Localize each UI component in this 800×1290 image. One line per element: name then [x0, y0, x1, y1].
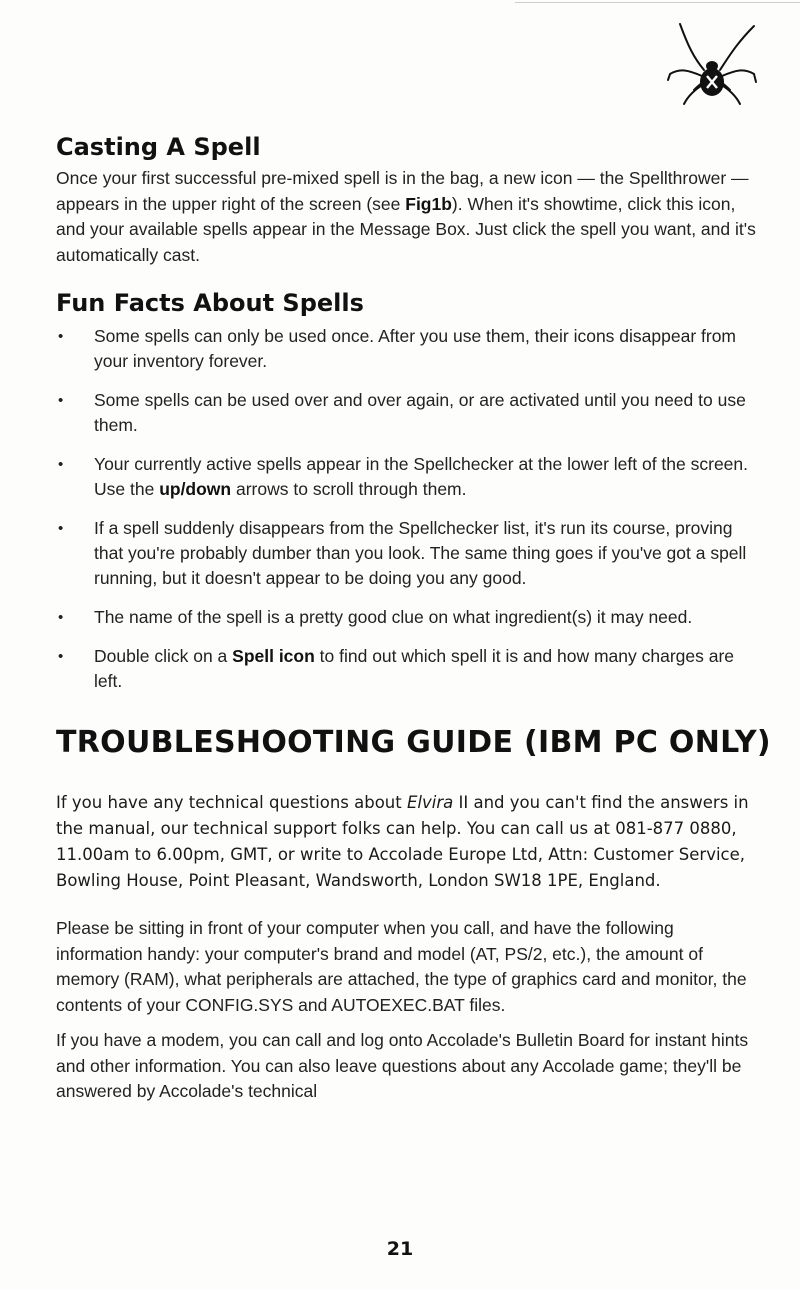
list-item-bold: Spell icon: [232, 646, 315, 666]
facts-heading: Fun Facts About Spells: [56, 289, 364, 317]
list-item: [56, 516, 756, 591]
list-item-text: Some spells can be used over and over again, or are activated until you need to use them.: [94, 390, 746, 435]
game-title: Elvira: [406, 793, 454, 812]
facts-list: [56, 324, 756, 694]
figure-reference: Fig1b: [405, 193, 452, 214]
list-item: [56, 324, 756, 374]
bullet: •: [58, 328, 64, 345]
bullet: •: [58, 456, 64, 473]
list-item-text: If a spell suddenly disappears from the Spellchecker list, it's run its course, proving that you're probably dumber than you look. The same thing goes if you've got a spell running, but it doesn't appear to be doing you any good.: [94, 518, 747, 588]
bullet: •: [58, 520, 64, 537]
bullet: •: [58, 392, 64, 409]
page-content: [56, 132, 771, 1105]
list-item: [56, 644, 756, 694]
casting-text-before: Once your first successful pre-mixed spell is in the bag, a new icon — the Spellthrower — appears in the upper right of the screen (see: [56, 168, 749, 214]
spider-icon: [666, 18, 758, 106]
list-item-before: Double click on a: [94, 646, 233, 666]
casting-paragraph: [56, 166, 756, 268]
support-text-before: If you have any technical questions about: [56, 793, 407, 812]
page-number: 21: [386, 1238, 414, 1260]
call-info-paragraph: Please be sitting in front of your computer when you call, and have the following information handy: your computer's brand and model (AT, PS/2, etc.), the amount of memory (RAM), what peripherals are attached, the type of graphics card and monitor, the contents of your CONFIG.SYS and AUTOEXEC.BAT files.: [56, 918, 747, 1015]
support-text-after: II and you can't find the answers in the manual, our technical support folks can help. You can call us at 081-877 0880, 11.00am to 6.00pm, GMT, or write to Accolade Europe Ltd, Attn: Customer Service, Bowling House, Point Pleasant, Wandsworth, London SW18 1PE, England.: [56, 793, 749, 890]
list-item-bold: up/down: [159, 479, 232, 499]
list-item-before: Your currently active spells appear in the Spellchecker at the lower left of the screen. Use the: [94, 454, 749, 499]
list-item: [56, 452, 756, 502]
support-paragraph: [56, 790, 756, 894]
list-item-text: The name of the spell is a pretty good clue on what ingredient(s) it may need.: [94, 607, 693, 627]
list-item-text: Some spells can only be used once. After you use them, their icons disappear from your inventory forever.: [94, 326, 737, 371]
list-item-after: arrows to scroll through them.: [231, 479, 467, 499]
list-item: [56, 605, 756, 630]
top-rule: [515, 2, 800, 3]
list-item: [56, 388, 756, 438]
bullet: •: [58, 609, 64, 626]
casting-text-after: ). When it's showtime, click this icon, and your available spells appear in the Message Box. Just click the spell you want, and it's automatically cast.: [56, 193, 756, 265]
list-item-after: to find out which spell it is and how many charges are left.: [94, 646, 735, 691]
troubleshooting-heading: TROUBLESHOOTING GUIDE (IBM PC ONLY): [56, 725, 771, 760]
casting-heading: Casting A Spell: [56, 133, 261, 161]
modem-paragraph: If you have a modem, you can call and log onto Accolade's Bulletin Board for instant hints and other information. You can also leave questions about any Accolade game; they'll be answered by Accolade's technical: [56, 1030, 749, 1101]
bullet: •: [58, 648, 64, 665]
